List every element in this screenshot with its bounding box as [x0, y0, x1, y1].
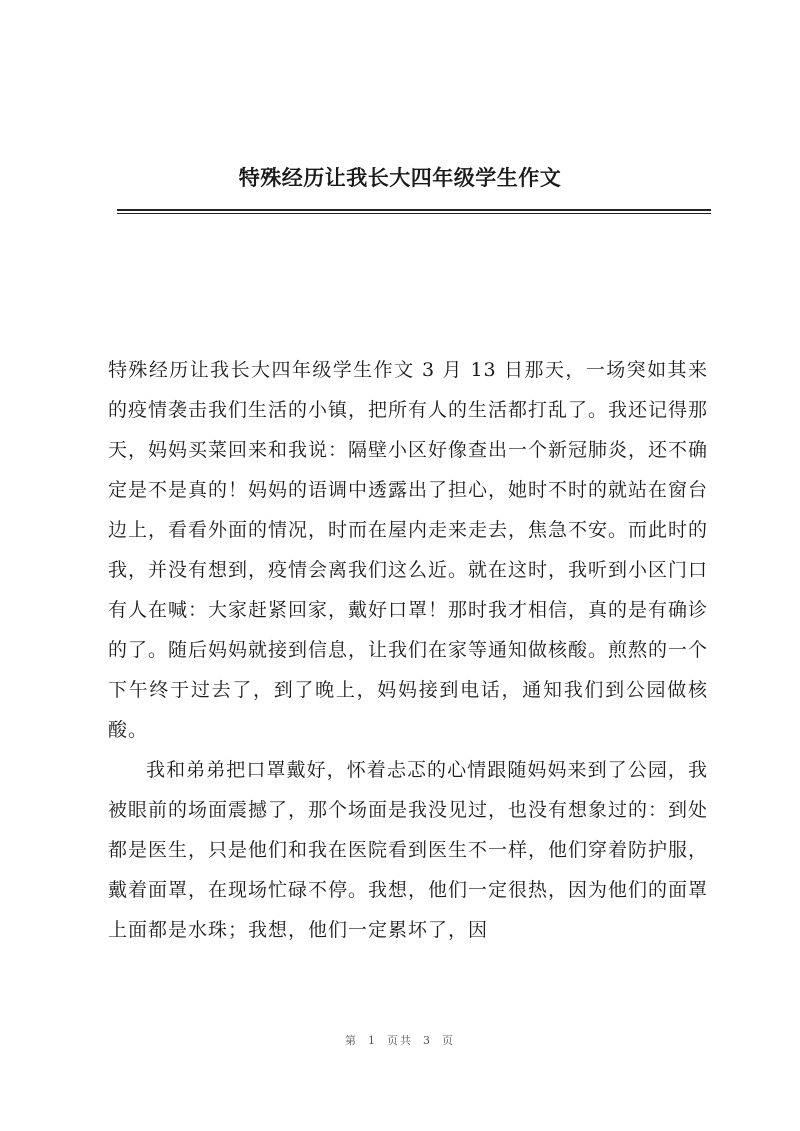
footer-suffix: 页: [442, 1034, 455, 1047]
footer-middle: 页共: [387, 1034, 413, 1047]
page-footer: [0, 1032, 800, 1048]
paragraph-2: 我和弟弟把口罩戴好，怀着忐忑的心情跟随妈妈来到了公园，我被眼前的场面震撼了，那个场面是我没见过，也没有想象过的：到处都是医生，只是他们和我在医院看到医生不一样，他们穿着防护服，戴着面罩，在现场忙碌不停。我想，他们一定很热，因为他们的面罩上面都是水珠；我想，他们一定累坏了，因: [108, 759, 709, 941]
footer-current-page: 1: [368, 1034, 377, 1047]
footer-total-pages: 3: [423, 1034, 432, 1047]
page-title: 特殊经历让我长大四年级学生作文: [238, 165, 562, 190]
title-divider: [117, 209, 711, 214]
paragraph-1: 特殊经历让我长大四年级学生作文 3 月 13 日那天，一场突如其来的疫情袭击我们生活的小镇，把所有人的生活都打乱了。我还记得那天，妈妈买菜回来和我说：隔壁小区好像查出一个新冠肺炎，还不确定是不是真的！妈妈的语调中透露出了担心，她时不时的就站在窗台边上，看看外面的情况，时而在屋内走来走去，焦急不安。而此时的我，并没有想到，疫情会离我们这么近。就在这时，我听到小区门口有人在喊：大家赶紧回家，戴好口罩！那时我才相信，真的是有确诊的了。随后妈妈就接到信息，让我们在家等通知做核酸。煎熬的一个下午终于过去了，到了晚上，妈妈接到电话，通知我们到公园做核酸。: [108, 359, 709, 741]
document-body: [108, 350, 708, 950]
footer-prefix: 第: [345, 1034, 358, 1047]
